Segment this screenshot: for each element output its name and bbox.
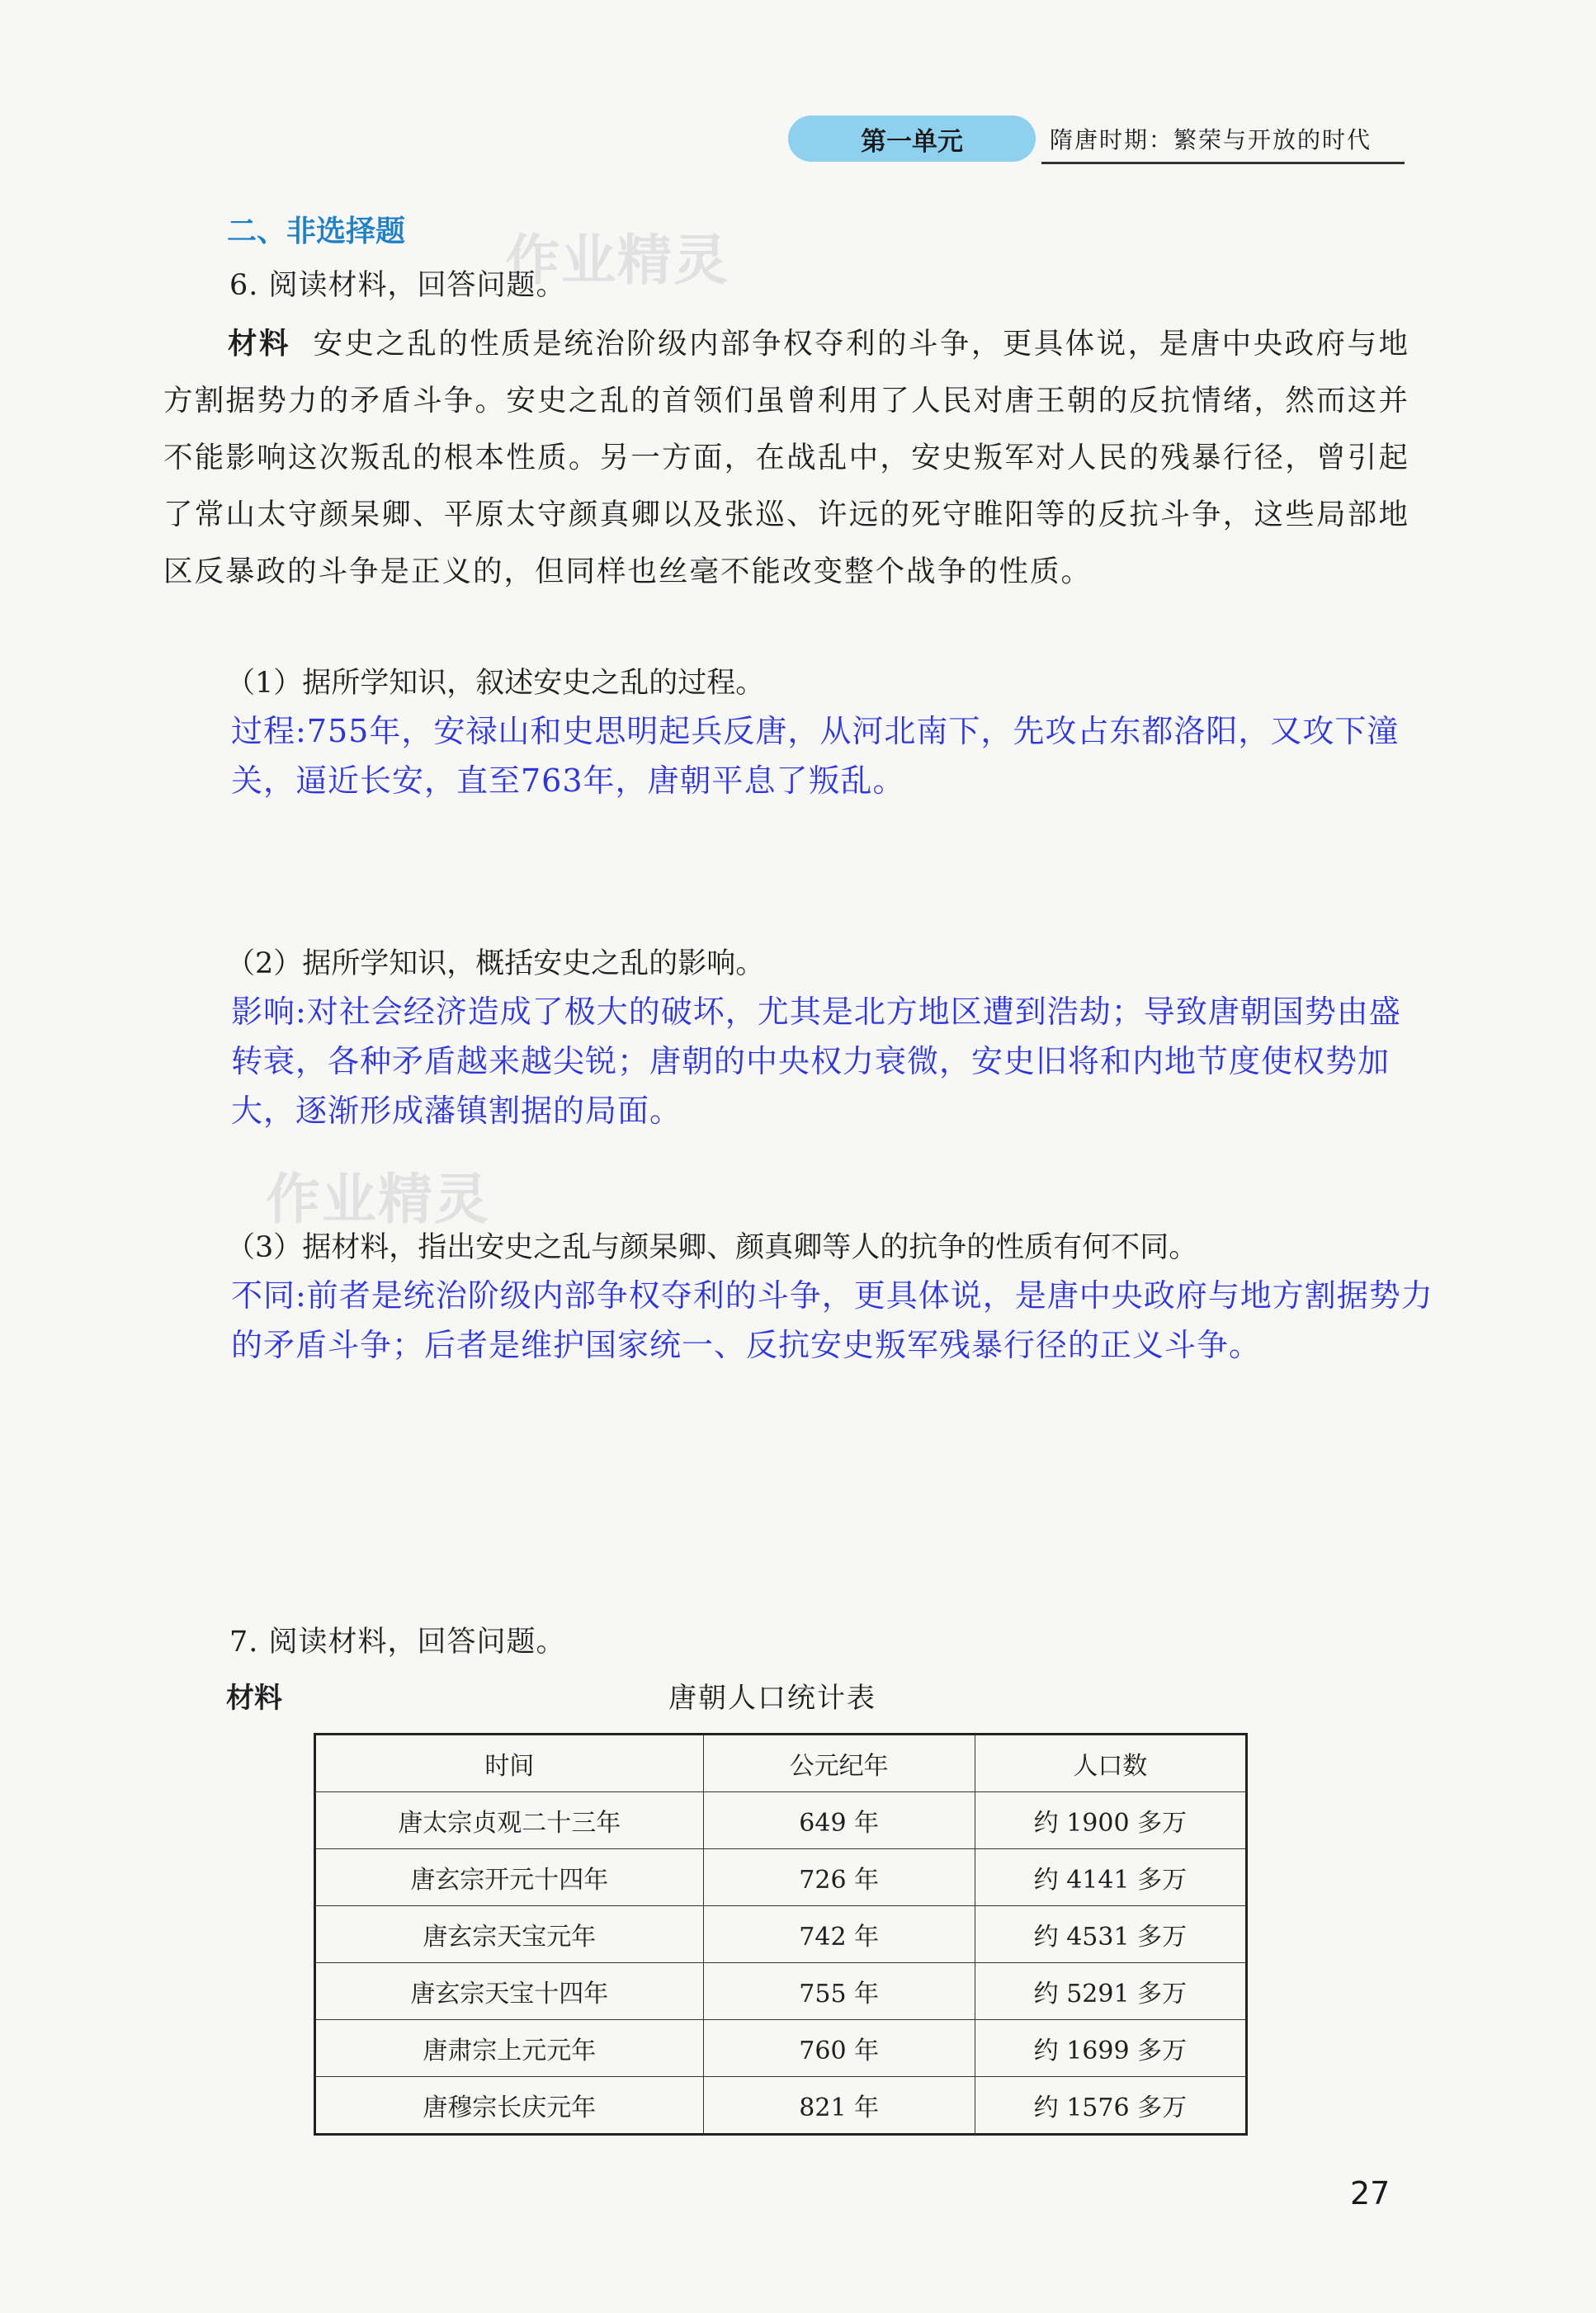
cell-population: 约 5291 多万: [975, 1963, 1246, 2020]
watermark: 作业精灵: [266, 1168, 490, 1231]
q6-answer2: 影响:对社会经济造成了极大的破坏，尤其是北方地区遭到浩劫；导致唐朝国势由盛转衰，各种矛盾越来越尖锐；唐朝的中央权力衰微，安史旧将和内地节度使权势加大，逐渐形成藩镇割据的局面。: [231, 994, 1401, 1129]
cell-time: 唐玄宗开元十四年: [315, 1849, 704, 1906]
q7-material-label: 材料: [226, 1682, 282, 1715]
q6-material-label: 材料: [228, 327, 290, 361]
table-row: [315, 1849, 1247, 1906]
cell-year: 726 年: [703, 1849, 975, 1906]
q6-stem: 6. 阅读材料，回答问题。: [229, 269, 566, 302]
population-table: [314, 1733, 1248, 2136]
table-row: [315, 1792, 1247, 1849]
cell-time: 唐太宗贞观二十三年: [315, 1792, 704, 1849]
cell-population: 约 1900 多万: [975, 1792, 1246, 1849]
cell-population: 约 1576 多万: [975, 2077, 1246, 2135]
cell-year: 649 年: [703, 1792, 975, 1849]
header-time: 时间: [315, 1735, 704, 1792]
q6-sub2: （2）据所学知识，概括安史之乱的影响。: [226, 947, 765, 980]
cell-year: 742 年: [703, 1906, 975, 1963]
q7-stem: 7. 阅读材料，回答问题。: [229, 1626, 566, 1659]
cell-population: 约 4141 多万: [975, 1849, 1246, 1906]
unit-badge: 第一单元: [788, 116, 1036, 162]
page-number: 27: [1350, 2175, 1391, 2212]
q6-answer3: 不同:前者是统治阶级内部争权夺利的斗争，更具体说，是唐中央政府与地方割据势力的矛盾斗争；后者是维护国家统一、反抗安史叛军残暴行径的正义斗争。: [231, 1277, 1433, 1363]
cell-time: 唐穆宗长庆元年: [315, 2077, 704, 2135]
section-title: 二、非选择题: [227, 215, 406, 248]
cell-year: 821 年: [703, 2077, 975, 2135]
cell-time: 唐肃宗上元元年: [315, 2020, 704, 2077]
q6-material: [163, 315, 1409, 600]
q6-material-text: 安史之乱的性质是统治阶级内部争权夺利的斗争，更具体说，是唐中央政府与地方割据势力的矛盾斗争。安史之乱的首领们虽曾利用了人民对唐王朝的反抗情绪，然而这并不能影响这次叛乱的根本性质。另一方面，在战乱中，安史叛军对人民的残暴行径，曾引起了常山太守颜杲卿、平原太守颜真卿以及张巡、许远的死守睢阳等的反抗斗争，这些局部地区反暴政的斗争是正义的，但同样也丝毫不能改变整个战争的性质。: [163, 327, 1409, 588]
header-rule: [1041, 162, 1405, 164]
table-header-row: [315, 1735, 1247, 1792]
cell-year: 755 年: [703, 1963, 975, 2020]
table-row: [315, 2077, 1247, 2135]
watermark: 作业精灵: [505, 229, 730, 292]
q6-sub1: （1）据所学知识，叙述安史之乱的过程。: [226, 667, 765, 700]
table-row: [315, 2020, 1247, 2077]
header-year: 公元纪年: [703, 1735, 975, 1792]
cell-population: 约 4531 多万: [975, 1906, 1246, 1963]
q6-sub3: （3）据材料，指出安史之乱与颜杲卿、颜真卿等人的抗争的性质有何不同。: [226, 1231, 1198, 1264]
cell-time: 唐玄宗天宝元年: [315, 1906, 704, 1963]
q6-answer1: 过程:755年，安禄山和史思明起兵反唐，从河北南下，先攻占东都洛阳，又攻下潼关，逼近长安，直至763年，唐朝平息了叛乱。: [231, 713, 1400, 799]
cell-population: 约 1699 多万: [975, 2020, 1246, 2077]
header-population: 人口数: [975, 1735, 1246, 1792]
cell-time: 唐玄宗天宝十四年: [315, 1963, 704, 2020]
table-row: [315, 1963, 1247, 2020]
table-row: [315, 1906, 1247, 1963]
cell-year: 760 年: [703, 2020, 975, 2077]
header-title: 隋唐时期：繁荣与开放的时代: [1050, 126, 1372, 153]
table-caption: 唐朝人口统计表: [668, 1682, 876, 1715]
